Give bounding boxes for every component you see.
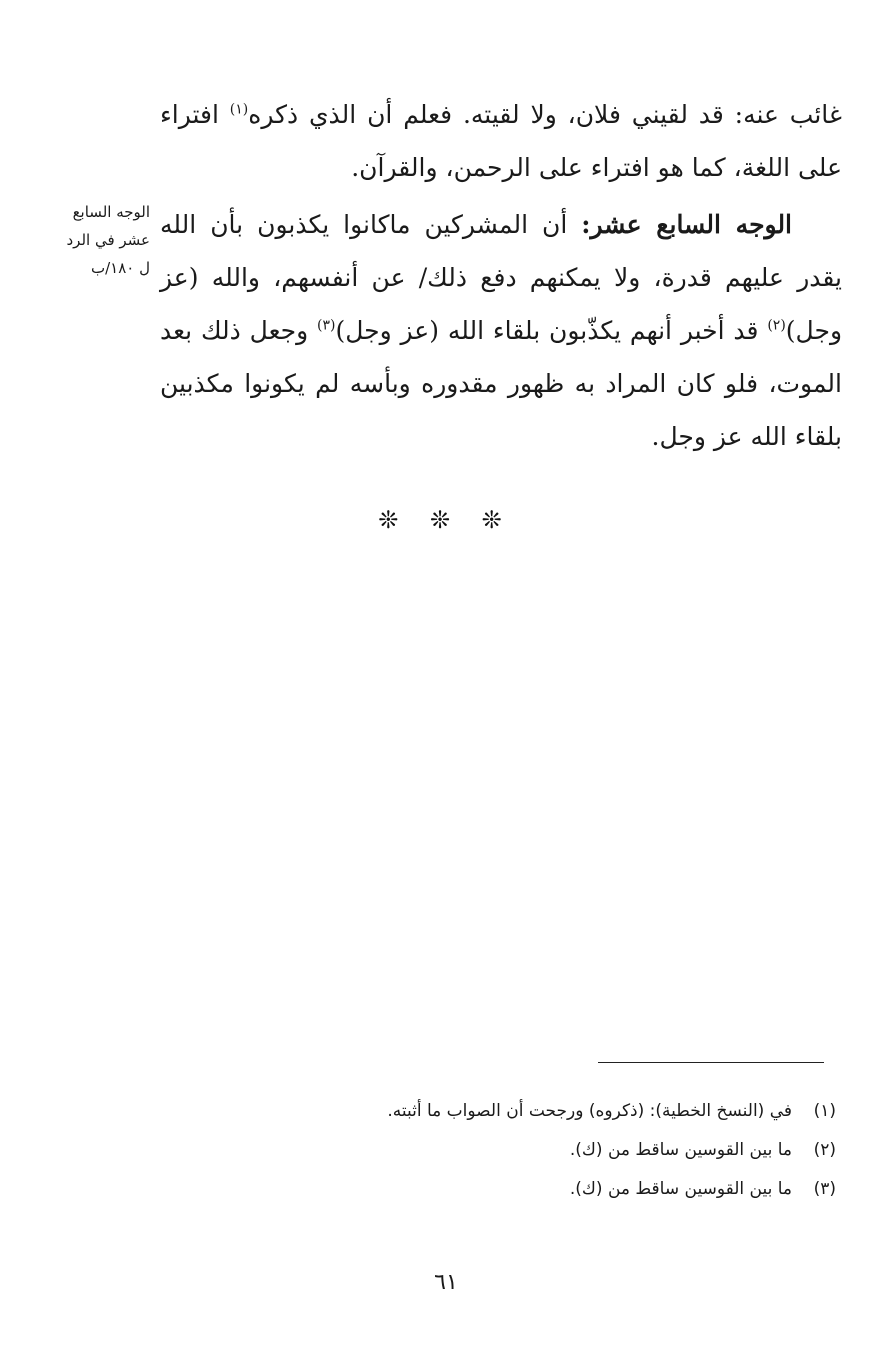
paragraph-2-text-c: وجعل ذلك بعد الموت، فلو كان المراد به ظهور مقدوره وبأسه لم يكونوا مكذبين بلقاء الله عز وجل. (160, 316, 842, 451)
paragraph-1 (160, 88, 842, 194)
section-separator: ❊ ❊ ❊ (378, 506, 514, 534)
footnote-number: (٣) (813, 1179, 836, 1199)
footnote-number: (١) (813, 1101, 836, 1121)
footnote-item (200, 1092, 836, 1131)
footnote-text: ما بين القوسين ساقط من (ك). (569, 1140, 792, 1160)
paragraph-1-text-a: غائب عنه: قد لقيني فلان، ولا لقيته. فعلم أن الذي ذكره (248, 100, 842, 129)
footnotes (200, 1092, 836, 1209)
paragraph-2 (160, 198, 842, 463)
margin-note-line-1: الوجه السابع (72, 203, 150, 221)
margin-note-line-2: عشر في الرد (66, 231, 150, 249)
page-number: ٦١ (434, 1270, 458, 1295)
footnote-item (200, 1170, 836, 1209)
footnote-text: ما بين القوسين ساقط من (ك). (569, 1179, 792, 1199)
footnote-text: في (النسخ الخطية): (ذكروه) ورجحت أن الصواب ما أثبته. (387, 1101, 792, 1121)
main-text (160, 88, 842, 463)
margin-note-line-3: ل ١٨٠/ب (90, 259, 150, 277)
paragraph-2-text-a: أن المشركين ماكانوا يكذبون بأن الله يقدر عليهم قدرة، ولا يمكنهم دفع ذلك/ عن أنفسهم، والله (عز وجل) (160, 210, 843, 345)
footnote-ref-1[interactable]: (١) (229, 101, 249, 118)
section-heading: الوجه السابع عشر: (581, 210, 793, 239)
footnote-ref-2[interactable]: (٢) (767, 317, 786, 334)
paragraph-1-text-b: افتراء على اللغة، كما هو افتراء على الرحمن، والقرآن. (160, 100, 842, 182)
margin-note (40, 198, 150, 282)
footnote-item (200, 1131, 836, 1170)
footnote-ref-3[interactable]: (٣) (317, 317, 336, 334)
paragraph-2-text-b: قد أخبر أنهم يكذّبون بلقاء الله (عز وجل) (335, 316, 768, 345)
footnote-number: (٢) (813, 1140, 836, 1160)
footnote-divider (598, 1062, 824, 1063)
